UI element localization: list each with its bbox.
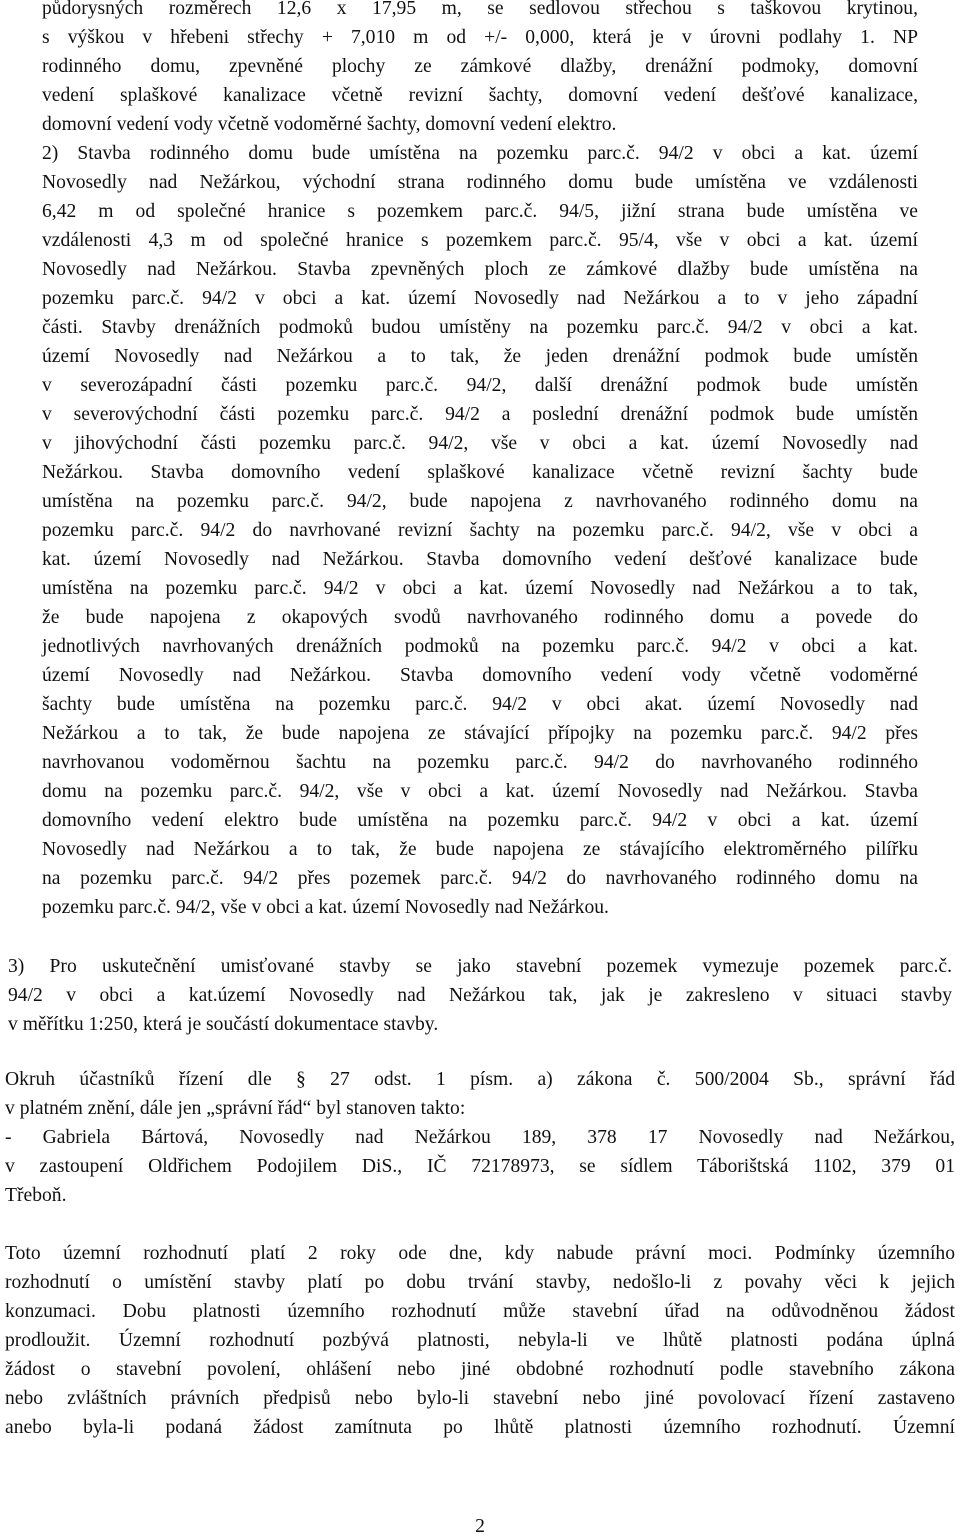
- text-line: vzdálenosti 4,3 m od společné hranice s pozemkem parc.č. 95/4, vše v obci a kat. území: [42, 230, 918, 251]
- text-line: domu na pozemku parc.č. 94/2, vše v obci a kat. území Novosedly nad Nežárkou. Stavba: [42, 781, 918, 802]
- text-line: žádost o stavební povolení, ohlášení nebo jiné obdobné rozhodnutí podle stavebního zákona: [5, 1359, 955, 1380]
- text-line: území Novosedly nad Nežárkou. Stavba domovního vedení vody včetně vodoměrné: [42, 665, 918, 686]
- text-line: domovního vedení elektro bude umístěna na pozemku parc.č. 94/2 v obci a kat. území: [42, 810, 918, 831]
- text-line: části. Stavby drenážních podmoků budou umístěny na pozemku parc.č. 94/2 v obci a kat.: [42, 317, 918, 338]
- page-number: 2: [475, 1516, 485, 1537]
- text-line: v severovýchodní části pozemku parc.č. 94/2 a poslední drenážní podmok bude umístěn: [42, 404, 918, 425]
- text-line: 3) Pro uskutečnění umisťované stavby se jako stavební pozemek vymezuje pozemek parc.č.: [8, 956, 952, 977]
- text-line: domovní vedení vody včetně vodoměrné šachty, domovní vedení elektro.: [42, 114, 617, 135]
- text-line: Nežárkou a to tak, že bude napojena ze stávající přípojky na pozemku parc.č. 94/2 přes: [42, 723, 918, 744]
- text-line: v severozápadní části pozemku parc.č. 94/2, další drenážní podmok bude umístěn: [42, 375, 918, 396]
- text-line: vedení splaškové kanalizace včetně revizní šachty, domovní vedení dešťové kanalizace,: [42, 85, 918, 106]
- text-line: prodloužit. Územní rozhodnutí pozbývá platnosti, nebyla-li ve lhůtě platnosti podána úplná: [5, 1330, 955, 1351]
- item-2-paragraph: [0, 142, 918, 925]
- text-line: pozemku parc.č. 94/2, vše v obci a kat. území Novosedly nad Nežárkou.: [42, 897, 609, 918]
- text-line: Novosedly nad Nežárkou. Stavba zpevněných ploch ze zámkové dlažby bude umístěna na: [42, 259, 918, 280]
- text-line: - Gabriela Bártová, Novosedly nad Nežárkou 189, 378 17 Novosedly nad Nežárkou,: [5, 1127, 955, 1148]
- intro-paragraph: [0, 0, 918, 142]
- text-line: kat. území Novosedly nad Nežárkou. Stavba domovního vedení dešťové kanalizace bude: [42, 549, 918, 570]
- text-line: nebo zvláštních právních předpisů nebo bylo-li stavební nebo jiné povolovací řízení zastaveno: [5, 1388, 955, 1409]
- validity-paragraph: [0, 1242, 955, 1445]
- text-line: Třeboň.: [5, 1185, 67, 1206]
- text-line: v jihovýchodní části pozemku parc.č. 94/2, vše v obci a kat. území Novosedly nad: [42, 433, 918, 454]
- text-line: navrhovanou vodoměrnou šachtu na pozemku parc.č. 94/2 do navrhovaného rodinného: [42, 752, 918, 773]
- text-line: 6,42 m od společné hranice s pozemkem parc.č. 94/5, jižní strana bude umístěna ve: [42, 201, 918, 222]
- text-line: Nežárkou. Stavba domovního vedení splaškové kanalizace včetně revizní šachty bude: [42, 462, 918, 483]
- text-line: anebo byla-li podaná žádost zamítnuta po lhůtě platnosti územního rozhodnutí. Územní: [5, 1417, 955, 1438]
- text-line: jednotlivých navrhovaných drenážních podmoků na pozemku parc.č. 94/2 v obci a kat.: [42, 636, 918, 657]
- text-line: konzumaci. Dobu platnosti územního rozhodnutí může stavební úřad na odůvodněnou žádost: [5, 1301, 955, 1322]
- text-line: umístěna na pozemku parc.č. 94/2, bude napojena z navrhovaného rodinného domu na: [42, 491, 918, 512]
- text-line: pozemku parc.č. 94/2 v obci a kat. území Novosedly nad Nežárkou a to v jeho západní: [42, 288, 918, 309]
- text-line: v zastoupení Oldřichem Podojilem DiS., IČ 72178973, se sídlem Táborištská 1102, 379 01: [5, 1156, 955, 1177]
- text-line: že bude napojena z okapových svodů navrhovaného rodinného domu a povede do: [42, 607, 918, 628]
- text-line: šachty bude umístěna na pozemku parc.č. 94/2 v obci akat. území Novosedly nad: [42, 694, 918, 715]
- text-line: na pozemku parc.č. 94/2 přes pozemek parc.č. 94/2 do navrhovaného rodinného domu na: [42, 868, 918, 889]
- text-line: v platném znění, dále jen „správní řád“ byl stanoven takto:: [5, 1098, 466, 1119]
- text-line: Okruh účastníků řízení dle § 27 odst. 1 písm. a) zákona č. 500/2004 Sb., správní řád: [5, 1069, 955, 1090]
- text-line: rozhodnutí o umístění stavby platí po dobu trvání stavby, nedošlo-li z povahy věci k jejich: [5, 1272, 955, 1293]
- text-line: Toto územní rozhodnutí platí 2 roky ode dne, kdy nabude právní moci. Podmínky územního: [5, 1243, 955, 1264]
- item-3-paragraph: [0, 955, 952, 1042]
- text-line: půdorysných rozměrech 12,6 x 17,95 m, se sedlovou střechou s taškovou krytinou,: [42, 0, 918, 19]
- text-line: rodinného domu, zpevněné plochy ze zámkové dlažby, drenážní podmoky, domovní: [42, 56, 918, 77]
- text-line: umístěna na pozemku parc.č. 94/2 v obci a kat. území Novosedly nad Nežárkou a to tak,: [42, 578, 918, 599]
- text-line: 94/2 v obci a kat.území Novosedly nad Nežárkou tak, jak je zakresleno v situaci stavby: [8, 985, 952, 1006]
- text-line: Novosedly nad Nežárkou, východní strana rodinného domu bude umístěna ve vzdálenosti: [42, 172, 918, 193]
- text-line: Novosedly nad Nežárkou a to tak, že bude napojena ze stávajícího elektroměrného pilířku: [42, 839, 918, 860]
- participants-paragraph: [0, 1068, 955, 1213]
- text-line: 2) Stavba rodinného domu bude umístěna na pozemku parc.č. 94/2 v obci a kat. území: [42, 143, 918, 164]
- text-line: území Novosedly nad Nežárkou a to tak, že jeden drenážní podmok bude umístěn: [42, 346, 918, 367]
- text-line: v měřítku 1:250, která je součástí dokumentace stavby.: [8, 1014, 439, 1035]
- text-line: s výškou v hřebeni střechy + 7,010 m od +/- 0,000, která je v úrovni podlahy 1. NP: [42, 27, 918, 48]
- text-line: pozemku parc.č. 94/2 do navrhované revizní šachty na pozemku parc.č. 94/2, vše v obci a: [42, 520, 918, 541]
